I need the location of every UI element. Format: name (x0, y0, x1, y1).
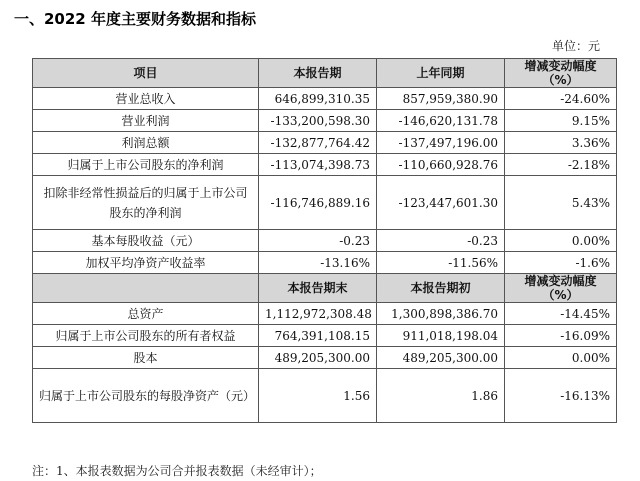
period-start-value: 1,300,898,386.70 (377, 303, 505, 325)
current-period-value: -133,200,598.30 (259, 110, 377, 132)
prior-period-value: -137,497,196.00 (377, 132, 505, 154)
row-label: 归属于上市公司股东的每股净资产（元） (33, 369, 259, 423)
column-header: 本报告期初 (377, 274, 505, 303)
prior-period-value: -110,660,928.76 (377, 154, 505, 176)
period-end-value: 1.56 (259, 369, 377, 423)
change-percent: -1.6% (505, 252, 617, 274)
table-header-row (33, 274, 617, 303)
row-label: 扣除非经常性损益后的归属于上市公司股东的净利润 (33, 176, 259, 230)
change-percent: -24.60% (505, 88, 617, 110)
table-row (33, 369, 617, 423)
row-label: 营业总收入 (33, 88, 259, 110)
prior-period-value: -0.23 (377, 230, 505, 252)
row-label: 营业利润 (33, 110, 259, 132)
table-row (33, 303, 617, 325)
table-row (33, 154, 617, 176)
period-end-value: 1,112,972,308.48 (259, 303, 377, 325)
change-percent: -16.09% (505, 325, 617, 347)
period-start-value: 1.86 (377, 369, 505, 423)
row-label: 加权平均净资产收益率 (33, 252, 259, 274)
table-row (33, 230, 617, 252)
current-period-value: -113,074,398.73 (259, 154, 377, 176)
current-period-value: -116,746,889.16 (259, 176, 377, 230)
current-period-value: -132,877,764.42 (259, 132, 377, 154)
row-label: 股本 (33, 347, 259, 369)
column-header: 项目 (33, 59, 259, 88)
change-percent: -2.18% (505, 154, 617, 176)
row-label: 归属于上市公司股东的所有者权益 (33, 325, 259, 347)
column-header: 本报告期 (259, 59, 377, 88)
row-label: 归属于上市公司股东的净利润 (33, 154, 259, 176)
prior-period-value: -123,447,601.30 (377, 176, 505, 230)
period-start-value: 911,018,198.04 (377, 325, 505, 347)
table-header-row (33, 59, 617, 88)
prior-period-value: -146,620,131.78 (377, 110, 505, 132)
unit-label: 单位：元 (551, 39, 600, 53)
column-header: 增减变动幅度（%） (505, 59, 617, 88)
column-header (33, 274, 259, 303)
financial-table (32, 58, 617, 423)
prior-period-value: 857,959,380.90 (377, 88, 505, 110)
row-label: 总资产 (33, 303, 259, 325)
change-percent: 9.15% (505, 110, 617, 132)
change-percent: 5.43% (505, 176, 617, 230)
period-end-value: 764,391,108.15 (259, 325, 377, 347)
current-period-value: -0.23 (259, 230, 377, 252)
table-row (33, 176, 617, 230)
table-row (33, 132, 617, 154)
change-percent: 0.00% (505, 347, 617, 369)
table-row (33, 88, 617, 110)
change-percent: 3.36% (505, 132, 617, 154)
financial-table-body (33, 59, 617, 423)
footnote: 注：1、本报表数据为公司合并报表数据（未经审计）； (32, 464, 322, 478)
section-title: 一、2022 年度主要财务数据和指标 (14, 10, 256, 28)
change-percent: -16.13% (505, 369, 617, 423)
column-header: 增减变动幅度（%） (505, 274, 617, 303)
current-period-value: 646,899,310.35 (259, 88, 377, 110)
period-end-value: 489,205,300.00 (259, 347, 377, 369)
column-header: 上年同期 (377, 59, 505, 88)
period-start-value: 489,205,300.00 (377, 347, 505, 369)
table-row (33, 252, 617, 274)
current-period-value: -13.16% (259, 252, 377, 274)
prior-period-value: -11.56% (377, 252, 505, 274)
table-row (33, 347, 617, 369)
change-percent: -14.45% (505, 303, 617, 325)
table-row (33, 325, 617, 347)
row-label: 基本每股收益（元） (33, 230, 259, 252)
change-percent: 0.00% (505, 230, 617, 252)
table-row (33, 110, 617, 132)
column-header: 本报告期末 (259, 274, 377, 303)
row-label: 利润总额 (33, 132, 259, 154)
